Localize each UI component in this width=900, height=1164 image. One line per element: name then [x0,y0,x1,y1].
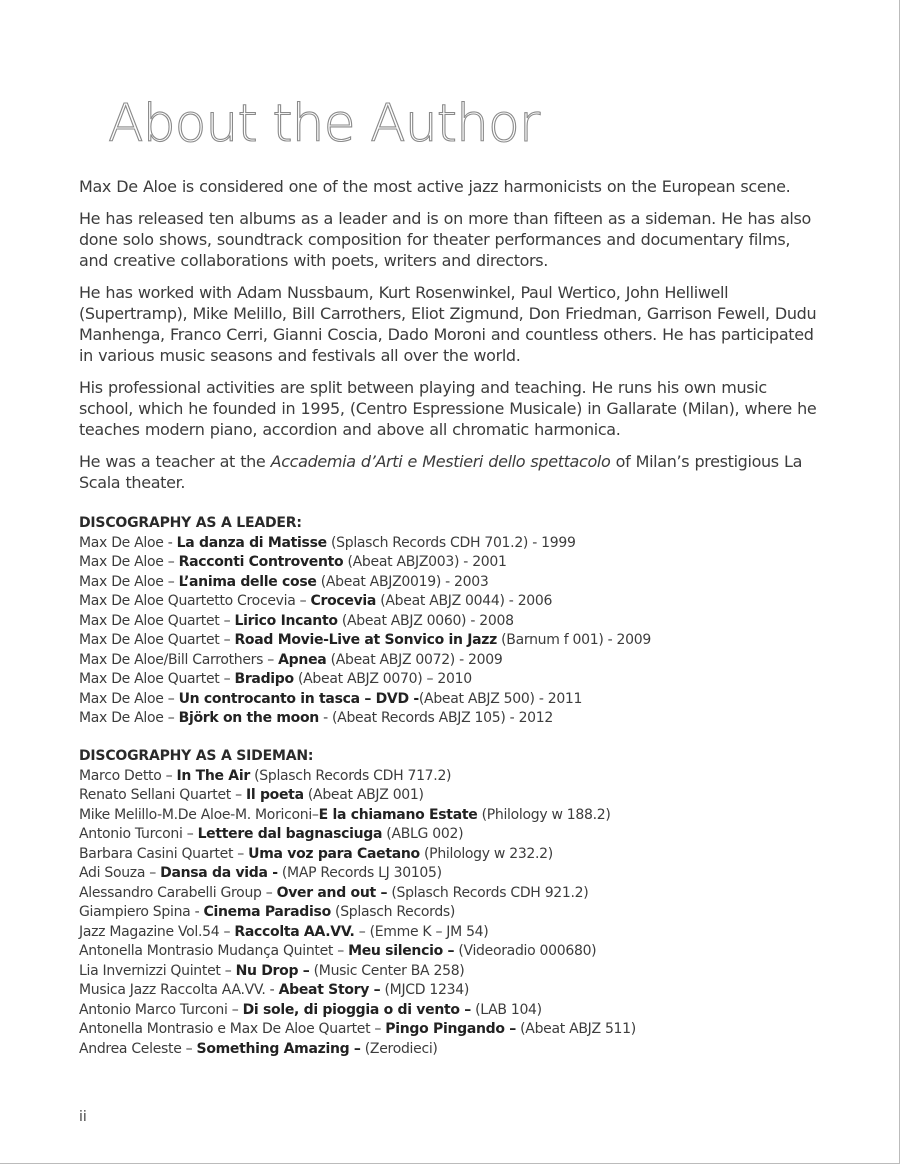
bio-text: He was a teacher at the [79,452,271,471]
discography-entry [79,845,839,865]
entry-label: (Philology w 232.2) [419,845,553,862]
entry-artist: Adi Souza – [79,865,161,881]
discography-leader-section [79,514,839,729]
entry-artist: Antonella Montrasio e Max De Aloe Quartet – [79,1021,386,1037]
entry-label: (Music Center BA 258) [309,962,465,979]
bio-paragraph [79,451,819,493]
entry-label: (Splasch Records CDH 921.2) [387,884,589,901]
entry-label: (Philology w 188.2) [477,806,611,823]
entry-artist: Max De Aloe Quartet – [79,632,235,648]
entry-artist: Barbara Casini Quartet – [79,845,249,862]
entry-label: – (Emme K – JM 54) [354,923,489,940]
discography-entry [79,786,839,806]
discography-entry [79,1020,839,1040]
bio-paragraph [79,282,819,366]
discography-sideman-list [79,767,839,1060]
entry-artist: Alessandro Carabelli Group – [79,884,277,901]
entry-album: Dansa da vida - [160,865,278,881]
entry-label: (Abeat ABJZ003) - 2001 [343,554,507,570]
discography-entry [79,631,839,651]
entry-album: La danza di Matisse [176,534,327,551]
discography-entry [79,534,839,554]
entry-artist: Musica Jazz Raccolta AA.VV. - [79,982,279,998]
bio-text: He has released ten albums as a leader and is on more than fifteen as a sideman. He has also done solo shows, soundtrack composition for theater performances and documentary films, and creative collaborations with poets, writers and directors. [79,209,811,270]
entry-album: Crocevia [310,593,377,609]
entry-artist: Max De Aloe – [79,690,179,707]
entry-album: Road Movie-Live at Sonvico in Jazz [234,632,497,648]
entry-album: Meu silencio – [348,943,455,959]
entry-label: (Videoradio 000680) [454,943,597,959]
entry-label: (MAP Records LJ 30105) [277,865,442,881]
entry-label: (Abeat ABJZ 0070) – 2010 [293,671,472,687]
entry-artist: Max De Aloe – [79,710,179,726]
bio-paragraph [79,176,819,197]
entry-label: (Splasch Records CDH 701.2) - 1999 [326,534,576,551]
bio-paragraph [79,208,819,271]
bio-text: His professional activities are split between playing and teaching. He runs his own music school, which he founded in 1995, (Centro Espressione Musicale) in Gallarate (Milan), where he teaches modern piano, accordion and above all chromatic harmonica. [79,378,817,439]
entry-artist: Max De Aloe/Bill Carrothers – [79,651,279,668]
entry-label: (LAB 104) [470,1001,542,1018]
entry-album: Lettere dal bagnasciuga [197,826,383,842]
entry-artist: Jazz Magazine Vol.54 – [79,923,235,940]
entry-album: Uma voz para Caetano [248,845,420,862]
bio-italic-text: Accademia d’Arti e Mestieri dello spettacolo [270,452,611,471]
discography-entry [79,553,839,573]
author-bio [79,176,819,504]
discography-sideman-section [79,747,839,1059]
entry-album: In The Air [176,767,250,784]
discography-entry [79,923,839,943]
entry-album: E la chiamano Estate [318,806,478,823]
entry-artist: Max De Aloe – [79,573,179,590]
entry-label: (MJCD 1234) [380,982,469,998]
entry-label: (Abeat ABJZ 511) [515,1021,636,1037]
discography-entry [79,612,839,632]
discography-entry [79,981,839,1001]
bio-text: Max De Aloe is considered one of the most active jazz harmonicists on the European scene. [79,177,791,196]
discography-entry [79,670,839,690]
discography-entry [79,806,839,826]
entry-artist: Mike Melillo-M.De Aloe-M. Moriconi– [79,806,319,823]
entry-label: (Abeat ABJZ 0044) - 2006 [376,593,553,609]
entry-artist: Max De Aloe Quartet – [79,671,235,687]
entry-album: Pingo Pingando – [385,1021,516,1037]
entry-label: - (Abeat Records ABJZ 105) - 2012 [318,710,553,726]
page-number: ii [79,1109,87,1125]
entry-album: Nu Drop – [235,962,310,979]
entry-label: (Zerodieci) [360,1040,438,1057]
entry-artist: Antonio Marco Turconi – [79,1001,243,1018]
entry-label: (ABLG 002) [382,826,464,842]
discography-leader-heading: DISCOGRAPHY AS A LEADER: [79,515,302,531]
discography-entry [79,767,839,787]
discography-entry [79,884,839,904]
discography-entry [79,864,839,884]
entry-label: (Splasch Records) [330,904,456,920]
entry-album: Il poeta [245,787,304,803]
entry-album: Something Amazing – [196,1040,361,1057]
entry-label: (Abeat ABJZ 0072) - 2009 [326,651,503,668]
entry-album: Apnea [278,651,327,668]
entry-artist: Andrea Celeste – [79,1040,197,1057]
discography-sideman-heading: DISCOGRAPHY AS A SIDEMAN: [79,748,314,764]
entry-album: Abeat Story – [278,982,381,998]
bio-text: of Milan’s prestigious La Scala theater. [79,452,803,492]
entry-label: (Splasch Records CDH 717.2) [249,767,452,784]
entry-album: Björk on the moon [178,710,319,726]
entry-album: Over and out – [276,884,388,901]
entry-artist: Marco Detto – [79,767,177,784]
bio-paragraph [79,377,819,440]
entry-album: L’anima delle cose [178,573,317,590]
entry-artist: Giampiero Spina - [79,904,204,920]
entry-album: Raccolta AA.VV. [234,923,355,940]
entry-artist: Lia Invernizzi Quintet – [79,962,236,979]
discography-entry [79,592,839,612]
discography-entry [79,1040,839,1060]
entry-artist: Antonella Montrasio Mudança Quintet – [79,943,349,959]
entry-album: Un controcanto in tasca – DVD - [178,690,419,707]
entry-album: Di sole, di pioggia o di vento – [242,1001,471,1018]
discography-leader-list [79,534,839,729]
discography-entry [79,709,839,729]
discography-entry [79,1001,839,1021]
discography-entry [79,651,839,671]
entry-album: Lirico Incanto [234,612,338,629]
entry-album: Racconti Controvento [178,554,344,570]
discography-entry [79,573,839,593]
entry-album: Cinema Paradiso [203,904,331,920]
entry-label: (Barnum f 001) - 2009 [496,632,651,648]
entry-label: (Abeat ABJZ 500) - 2011 [418,690,583,707]
entry-artist: Antonio Turconi – [79,826,198,842]
page-title: About the Author [108,94,540,154]
discography-entry [79,962,839,982]
entry-label: (Abeat ABJZ 001) [303,787,424,803]
discography-entry [79,942,839,962]
discography-entry [79,903,839,923]
entry-artist: Max De Aloe Quartet – [79,612,235,629]
entry-artist: Max De Aloe – [79,554,179,570]
entry-label: (Abeat ABJZ0019) - 2003 [316,573,489,590]
entry-artist: Max De Aloe Quartetto Crocevia – [79,593,311,609]
entry-artist: Renato Sellani Quartet – [79,787,246,803]
discography-entry [79,825,839,845]
entry-label: (Abeat ABJZ 0060) - 2008 [337,612,514,629]
discography-entry [79,690,839,710]
entry-artist: Max De Aloe - [79,534,177,551]
entry-album: Bradipo [234,671,294,687]
bio-text: He has worked with Adam Nussbaum, Kurt Rosenwinkel, Paul Wertico, John Helliwell (Supertramp), Mike Melillo, Bill Carrothers, Eliot Zigmund, Don Friedman, Garrison Fewell, Dudu Manhenga, Franco Cerri, Gianni Coscia, Dado Moroni and countless others. He has participated in various music seasons and festivals all over the world. [79,283,817,365]
